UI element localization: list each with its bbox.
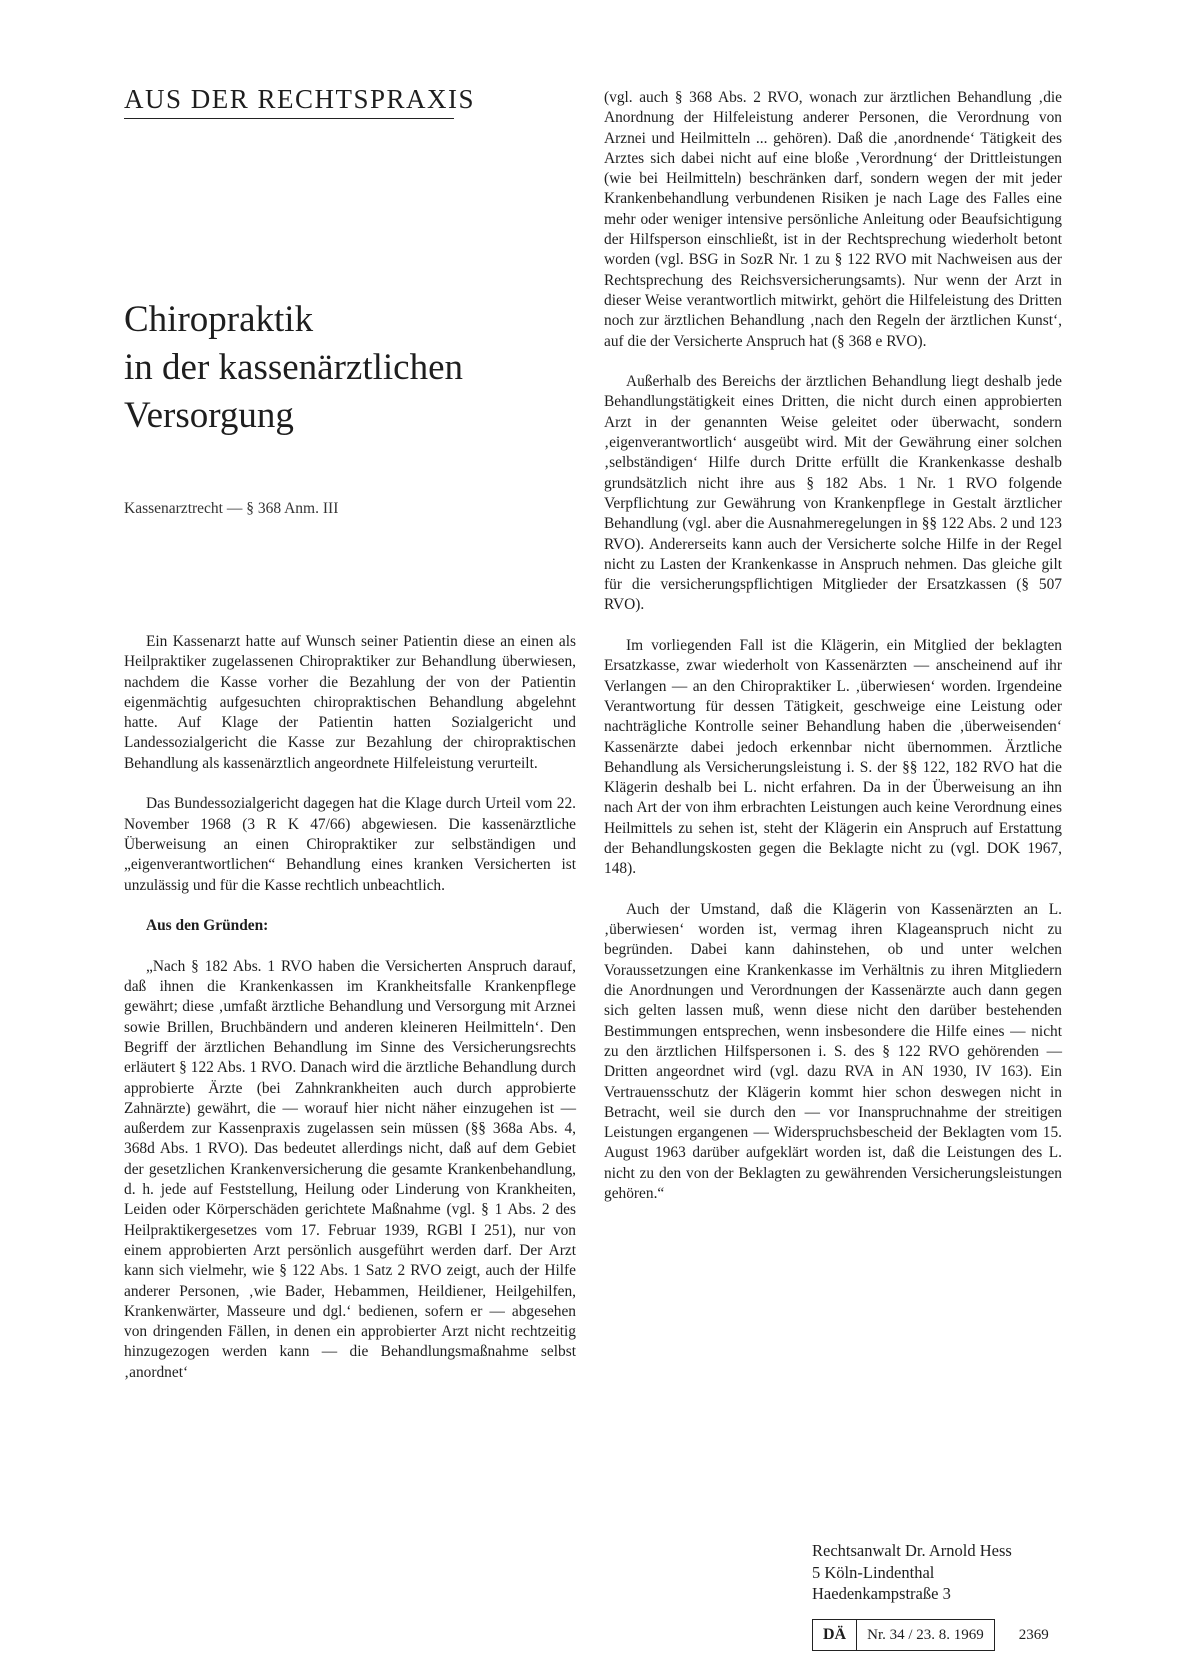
- left-column: [124, 632, 576, 1403]
- reasons-heading: Aus den Gründen:: [146, 917, 269, 935]
- verdict-paragraph: Das Bundessozialgericht dagegen hat die Klage durch Urteil vom 22. November 1968 (3 R K 47/66) abgewiesen. Die kassenärztliche Überweisung an einen Chiropraktiker zur selbständigen und „eigenverantwortlichen“ Behandlung eines kranken Versicherten ist unzulässig und für die Kasse rechtlich unbeachtlich.: [124, 795, 576, 894]
- author-street: Haedenkampstraße 3: [812, 1584, 951, 1603]
- issue-box: [812, 1619, 995, 1651]
- article-title: [124, 296, 584, 440]
- journal-logo: DÄ: [813, 1620, 857, 1650]
- reasons-paragraph: „Nach § 182 Abs. 1 RVO haben die Versicherten Anspruch darauf, daß ihnen die Krankenkassen im Krankheitsfalle Krankenpflege gewährt; diese ‚umfaßt ärztliche Behandlung und Versorgung mit Arznei sowie Brillen, Bruchbändern und anderen kleineren Heilmitteln‘. Den Begriff der ärztlichen Behandlung im Sinne des Versicherungsrechts erläutert § 122 Abs. 1 RVO. Danach wird die ärztliche Behandlung durch approbierte Ärzte (bei Zahnkrankheiten auch durch approbierte Zahnärzte) gewährt, die — worauf hier nicht näher einzugehen ist — außerdem zur Kassenpraxis zugelassen sein müssen (§§ 368a Abs. 4, 368d Abs. 1 RVO). Das bedeutet allerdings nicht, daß auf dem Gebiet der gesetzlichen Krankenversicherung die gesamte Krankenbehandlung, d. h. jede auf Feststellung, Heilung oder Linderung von Krankheiten, Leiden oder Körperschäden gerichtete Maßnahme (vgl. § 1 Abs. 2 des Heilpraktikergesetzes vom 17. Februar 1939, RGBl I 251), nur von einem approbierten Arzt persönlich ausgeführt werden darf. Der Arzt kann sich vielmehr, wie § 122 Abs. 1 Satz 2 RVO zeigt, auch der Hilfe anderer Personen, ‚wie Bader, Hebammen, Heildiener, Heilgehilfen, Krankenwärter, Masseure und dgl.‘ bedienen, sofern er — abgesehen von dringenden Fällen, in denen ein approbierter Arzt nicht rechtzeitig hinzugezogen werden kann — die Behandlungsmaßnahme selbst ‚anordnet‘: [124, 957, 576, 1381]
- case-summary-paragraph: Ein Kassenarzt hatte auf Wunsch seiner Patientin diese an einen als Heilpraktiker zugelassenen Chiropraktiker zur Behandlung überwiesen, nachdem die Kasse vorher die Bezahlung der von der Patientin eigenmächtig aufgesuchten chiropraktischen Behandlung abgelehnt hatte. Auf Klage der Patientin hatten Sozialgericht und Landessozialgericht die Kasse zur Bezahlung der chiropraktischen Behandlung als kassenärztlich angeordnete Hilfeleistung verurteilt.: [124, 633, 576, 772]
- title-line-3: Versorgung: [124, 395, 294, 436]
- title-line-2: in der kassenärztlichen: [124, 347, 464, 388]
- page-footer: [812, 1619, 1049, 1651]
- continued-paragraph: (vgl. auch § 368 Abs. 2 RVO, wonach zur ärztlichen Behandlung ‚die Anordnung der Hilfeleistung anderer Personen, die Verordnung von Arznei und Heilmitteln ... gehören). Daß die ‚anordnende‘ Tätigkeit des Arztes sich dabei nicht auf eine bloße ‚Verordnung‘ der Drittleistungen (wie bei Heilmitteln) beschränken darf, sondern wegen der mit jeder Krankenbehandlung verbundenen Risiken je nach Lage des Falles eine mehr oder weniger intensive persönliche Anleitung oder Beaufsichtigung der Hilfsperson einschließt, ist in der Rechtsprechung wiederholt betont worden (vgl. BSG in SozR Nr. 1 zu § 122 RVO mit Nachweisen aus der Rechtsprechung des Reichsversicherungsamts). Nur wenn der Arzt in dieser Weise verantwortlich mitwirkt, gehört die Hilfeleistung des Dritten noch zur ärztlichen Behandlung ‚nach den Regeln der ärztlichen Kunst‘, auf die der Versicherte Anspruch hat (§ 368 e RVO).: [604, 89, 1062, 350]
- body-paragraph-4: Auch der Umstand, daß die Klägerin von Kassenärzten an L. ‚überwiesen‘ worden ist, vermag ihren Klageanspruch nicht zu begründen. Dabei kann dahinstehen, ob und unter welchen Voraussetzungen eine Krankenkasse im Verhältnis zu ihren Mitgliedern die Anordnungen und Verordnungen der Kassenärzte auch dann gegen sich gelten lassen muß, wenn diese nicht den darüber bestehenden Bestimmungen entsprechen, wenn insbesondere die Hilfe eines — nicht zu den ärztlichen Hilfspersonen i. S. des § 122 RVO gehörenden — Dritten angeordnet wird (vgl. dazu RVA in AN 1930, IV 163). Ein Vertrauensschutz der Klägerin kommt hier schon deswegen nicht in Betracht, weil sie durch den — vor Inanspruchnahme der streitigen Leistungen ergangenen — Widerspruchsbescheid der Beklagten vom 15. August 1963 darüber aufgeklärt worden ist, daß die Leistungen des L. nicht zu den von der Beklagten zu gewährenden Versicherungsleistungen gehören.“: [604, 900, 1062, 1203]
- section-heading: AUS DER RECHTSPRAXIS: [124, 82, 454, 119]
- title-line-1: Chiropraktik: [124, 299, 314, 340]
- body-paragraph-3: Im vorliegenden Fall ist die Klägerin, ein Mitglied der beklagten Ersatzkasse, zwar wiederholt von Kassenärzten — anscheinend auf ihr Verlangen — an den Chiropraktiker L. ‚überwiesen‘ worden. Irgendeine Verantwortung für dessen Tätigkeit, geschweige eine Leistung oder nachträgliche Kontrolle seiner Behandlung haben die ‚überweisenden‘ Kassenärzte dabei jedoch erkennbar nicht übernommen. Ärztliche Behandlung als Versicherungsleistung i. S. der §§ 122, 182 RVO hat die Klägerin deshalb bei L. nicht erfahren. Da in der Überweisung an ihn nach Art der von ihm erbrachten Leistungen auch keine Verordnung eines Heilmittels zu sehen ist, steht der Klägerin ein Anspruch auf Erstattung der Behandlungskosten gegen die Beklagte nicht zu (vgl. DOK 1967, 148).: [604, 637, 1062, 878]
- right-column: [604, 88, 1062, 1225]
- author-city: 5 Köln-Lindenthal: [812, 1562, 935, 1582]
- issue-number: Nr. 34 / 23. 8. 1969: [867, 1626, 984, 1643]
- article-subline: Kassenarztrecht — § 368 Anm. III: [124, 500, 339, 517]
- page-number: 2369: [1018, 1626, 1049, 1643]
- author-name: Rechtsanwalt Dr. Arnold Hess: [812, 1541, 1012, 1560]
- author-signature: [812, 1540, 1012, 1605]
- body-paragraph-2: Außerhalb des Bereichs der ärztlichen Behandlung liegt deshalb jede Behandlungstätigkeit eines Dritten, die nicht durch einen approbierten Arzt in der genannten Weise geleitet oder überwacht, sondern ‚eigenverantwortlich‘ ausgeübt wird. Mit der Gewährung einer solchen ‚selbständigen‘ Hilfe durch Dritte erfüllt die Krankenkasse deshalb grundsätzlich nicht ihre aus § 182 Abs. 1 Nr. 1 RVO folgende Verpflichtung zur Gewährung von Krankenpflege in Gestalt ärztlicher Behandlung (vgl. aber die Ausnahmeregelungen in §§ 122 Abs. 2 und 123 RVO). Andererseits kann auch der Versicherte solche Hilfe in der Regel nicht zu Lasten der Krankenkasse in Anspruch nehmen. Das gleiche gilt für die versicherungspflichtigen Mitglieder der Ersatzkassen (§ 507 RVO).: [604, 373, 1062, 614]
